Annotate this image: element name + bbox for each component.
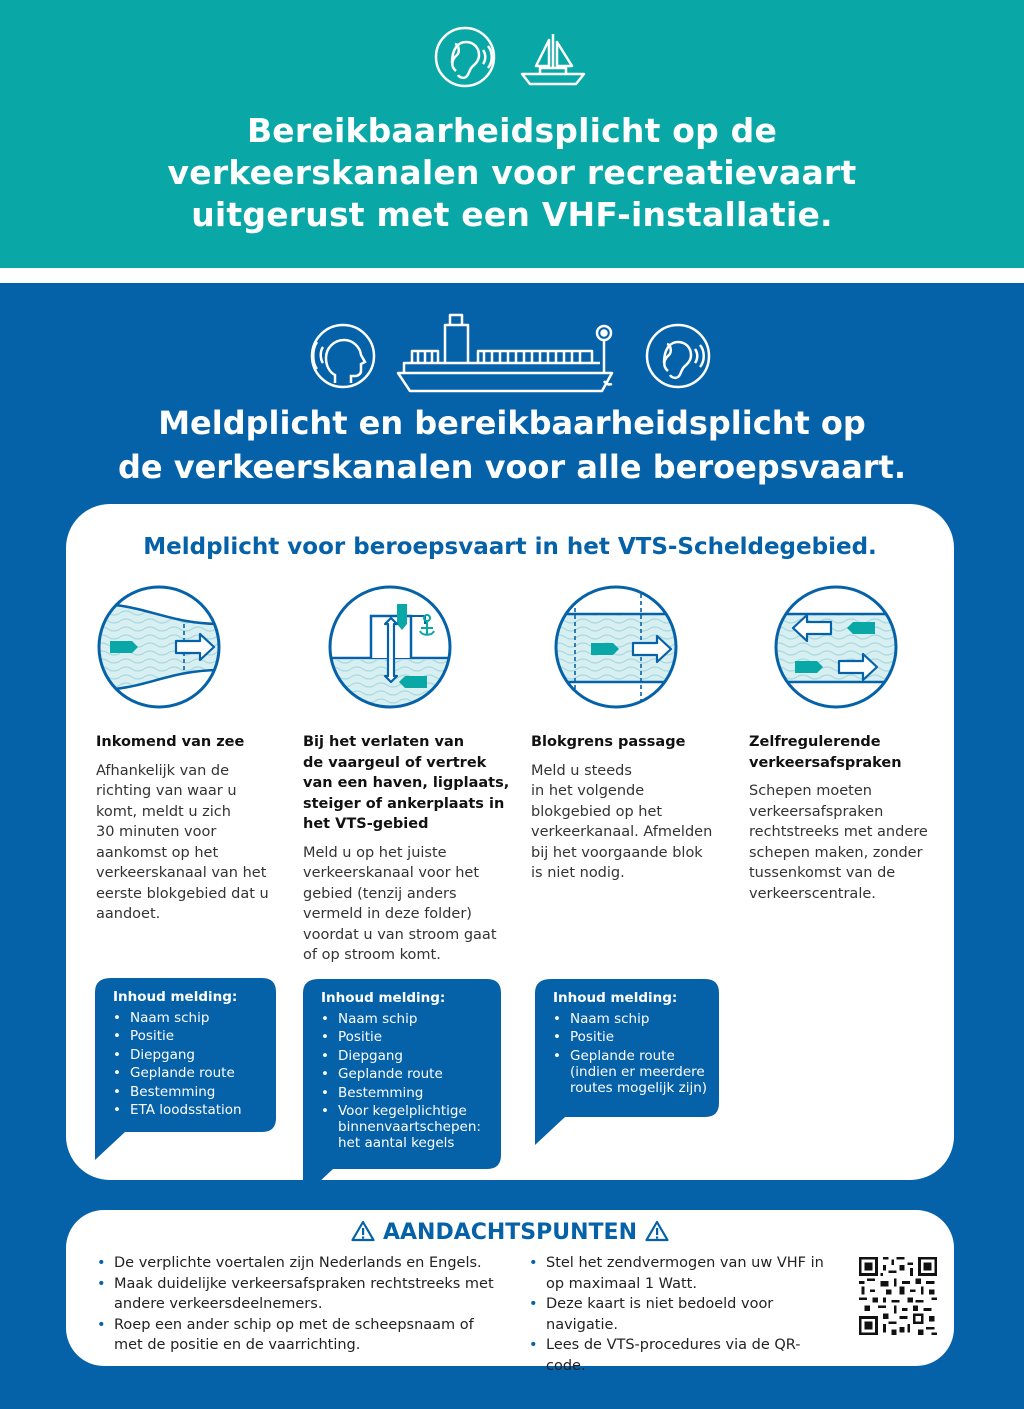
bubble-item: • Bestemming bbox=[130, 1084, 268, 1100]
meldplicht-column-block-boundary bbox=[531, 584, 731, 884]
bubble-list bbox=[321, 1011, 495, 1151]
body-line: in het volgende bbox=[531, 783, 645, 799]
bubble-item: • Geplande route (indien er meerdere routes mogelijk zijn) bbox=[570, 1048, 718, 1096]
meldplicht-column-self-regulating bbox=[749, 584, 939, 904]
body-line: verkeersafspraken bbox=[749, 803, 884, 820]
bubble-item: • Positie bbox=[130, 1028, 268, 1044]
bubble-item: • Naam schip bbox=[570, 1011, 713, 1027]
bubble-item: • Diepgang bbox=[338, 1048, 495, 1064]
heading-line: de vaargeul of vertrek bbox=[303, 754, 487, 771]
qr-code[interactable] bbox=[859, 1257, 937, 1335]
bubble-item: • Naam schip bbox=[338, 1011, 495, 1027]
body-line: Meld u op het juiste bbox=[303, 844, 447, 861]
meldplicht-column-incoming bbox=[96, 584, 276, 925]
sailboat-icon bbox=[522, 34, 584, 84]
heading-line: van een haven, ligplaats, bbox=[303, 775, 510, 791]
heading-line: steiger of ankerplaats in bbox=[303, 795, 505, 812]
column-body bbox=[531, 761, 731, 884]
attention-item: • Deze kaart is niet bedoeld voor navigatie. bbox=[528, 1294, 838, 1335]
body-line: voordat u van stroom gaat bbox=[303, 926, 497, 943]
meldplicht-title: Meldplicht voor beroepsvaart in het VTS-Scheldegebied. bbox=[143, 534, 877, 560]
body-line: Meld u steeds bbox=[531, 762, 632, 779]
professional-icons bbox=[0, 311, 1024, 401]
column-heading bbox=[531, 732, 731, 753]
attention-item: • Maak duidelijke verkeersafspraken rechtstreeks met andere verkeersdeelnemers. bbox=[96, 1274, 506, 1315]
bubble-item: • Voor kegelplichtige binnenvaartschepen: het aantal kegels bbox=[338, 1103, 488, 1151]
bubble-item: • Naam schip bbox=[130, 1010, 268, 1026]
body-line: of op stroom komt. bbox=[303, 947, 441, 963]
recreational-title-line: uitgerust met een VHF-installatie. bbox=[191, 195, 833, 234]
body-line: is niet nodig. bbox=[531, 865, 625, 881]
bubble-item: • Geplande route bbox=[130, 1065, 268, 1081]
bubble-item: • Diepgang bbox=[130, 1047, 268, 1063]
body-line: eerste blokgebied dat u bbox=[96, 885, 269, 902]
professional-section bbox=[0, 283, 1024, 1409]
body-line: aandoet. bbox=[96, 906, 161, 922]
warning-icon bbox=[351, 1220, 375, 1242]
body-line: blokgebied op het bbox=[531, 803, 663, 820]
header-icons bbox=[0, 22, 1024, 92]
report-content-bubble bbox=[535, 979, 723, 1151]
leaving-fairway-icon bbox=[327, 584, 453, 710]
body-line: bij het voorgaande blok bbox=[531, 844, 703, 861]
column-heading bbox=[749, 732, 939, 773]
heading-line: verkeersafspraken bbox=[749, 754, 902, 771]
cargo-ship-icon bbox=[398, 315, 612, 391]
column-body bbox=[96, 761, 276, 925]
meldplicht-card bbox=[66, 504, 954, 1180]
bubble-item: • Positie bbox=[570, 1029, 713, 1045]
body-line: richting van waar u bbox=[96, 783, 237, 799]
body-line: schepen maken, zonder bbox=[749, 844, 923, 861]
bubble-heading: Inhoud melding: bbox=[553, 990, 678, 1006]
meldplicht-column-leaving bbox=[303, 584, 513, 966]
ear-icon bbox=[436, 28, 494, 86]
body-line: verkeerscentrale. bbox=[749, 885, 876, 902]
column-heading bbox=[96, 732, 276, 753]
recreational-section bbox=[0, 0, 1024, 268]
body-line: aankomst op het bbox=[96, 844, 219, 861]
heading-line: Bij het verlaten van bbox=[303, 734, 465, 750]
heading-line: Zelfregulerende bbox=[749, 734, 881, 750]
bubble-heading: Inhoud melding: bbox=[113, 989, 238, 1005]
body-line: tussenkomst van de bbox=[749, 865, 896, 881]
attention-item: • Stel het zendvermogen van uw VHF in op maximaal 1 Watt. bbox=[528, 1253, 838, 1294]
report-content-bubble bbox=[95, 978, 278, 1168]
column-heading bbox=[303, 732, 513, 835]
attention-title bbox=[66, 1218, 954, 1248]
recreational-title bbox=[0, 110, 1024, 236]
professional-title-line: de verkeerskanalen voor alle beroepsvaart. bbox=[117, 448, 907, 486]
body-line: rechtstreeks met andere bbox=[749, 824, 928, 840]
body-line: Schepen moeten bbox=[749, 783, 872, 799]
attention-list-left bbox=[96, 1253, 506, 1356]
speaking-head-icon bbox=[312, 325, 374, 387]
body-line: 30 minuten voor bbox=[96, 824, 217, 840]
professional-title-line: Meldplicht en bereikbaarheidsplicht op bbox=[158, 404, 866, 442]
professional-title bbox=[0, 401, 1024, 489]
bubble-list bbox=[113, 1010, 268, 1118]
recreational-title-line: Bereikbaarheidsplicht op de bbox=[246, 111, 778, 150]
attention-item: • Roep een ander schip op met de scheepsnaam of met de positie en de vaarrichting. bbox=[96, 1315, 506, 1356]
attention-panel bbox=[66, 1210, 954, 1374]
bubble-item: • ETA loodsstation bbox=[130, 1102, 268, 1118]
bubble-item: • Bestemming bbox=[338, 1085, 495, 1101]
incoming-from-sea-icon bbox=[96, 584, 222, 710]
body-line: Afhankelijk van de bbox=[96, 762, 230, 779]
bubble-item: • Geplande route bbox=[338, 1066, 495, 1082]
heading-line: Inkomend van zee bbox=[96, 734, 245, 750]
body-line: komt, meldt u zich bbox=[96, 803, 231, 820]
recreational-title-line: verkeerskanalen voor recreatievaart bbox=[167, 153, 857, 192]
heading-line: Blokgrens passage bbox=[531, 734, 686, 750]
attention-list-right bbox=[528, 1253, 838, 1376]
column-body bbox=[303, 843, 513, 966]
body-line: vermeld in deze folder) bbox=[303, 906, 472, 922]
bubble-item: • Positie bbox=[338, 1029, 495, 1045]
attention-item: • Lees de VTS-procedures via de QR-code. bbox=[528, 1335, 838, 1376]
attention-item: • De verplichte voertalen zijn Nederlands en Engels. bbox=[96, 1253, 506, 1274]
bubble-list bbox=[553, 1011, 713, 1096]
body-line: verkeerkanaal. Afmelden bbox=[531, 824, 713, 840]
attention-title-text: AANDACHTSPUNTEN bbox=[382, 1220, 637, 1245]
column-body bbox=[749, 781, 939, 904]
self-regulating-traffic-icon bbox=[773, 584, 899, 710]
warning-icon bbox=[645, 1220, 669, 1242]
body-line: verkeerskanaal van het bbox=[96, 865, 267, 881]
report-content-bubble bbox=[303, 979, 505, 1199]
bubble-heading: Inhoud melding: bbox=[321, 990, 446, 1006]
block-boundary-icon bbox=[553, 584, 679, 710]
body-line: verkeerskanaal voor het bbox=[303, 865, 480, 881]
ear-icon bbox=[647, 325, 709, 387]
body-line: gebied (tenzij anders bbox=[303, 885, 457, 902]
heading-line: het VTS-gebied bbox=[303, 816, 429, 832]
